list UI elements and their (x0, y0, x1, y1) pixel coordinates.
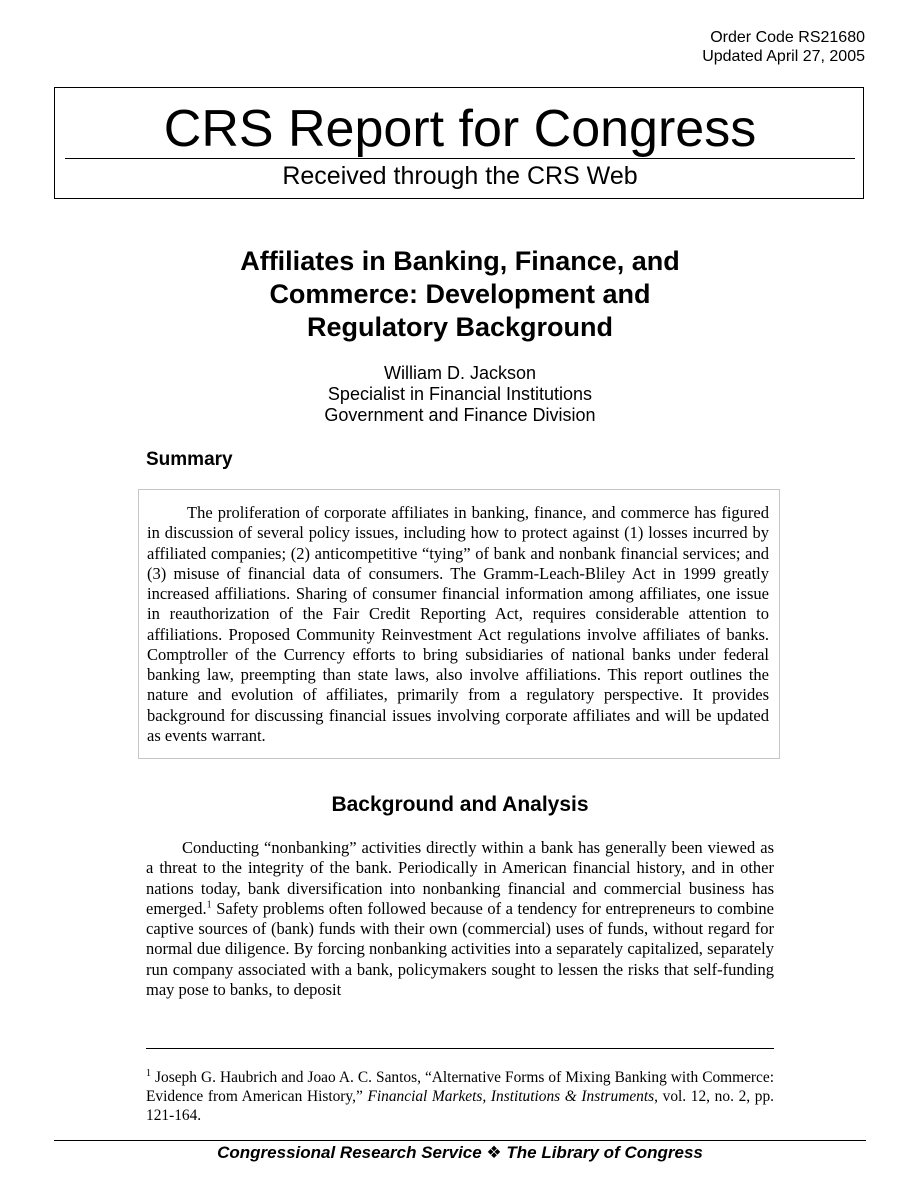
body-paragraph (146, 838, 774, 1000)
summary-text: The proliferation of corporate affiliates in banking, finance, and commerce has figured in discussion of several policy issues, including how to protect against (1) losses incurred by affiliated companies; (2) anticompetitive “tying” of bank and nonbank financial services; and (3) misuse of financial data of consumers. The Gramm-Leach-Bliley Act in 1999 greatly increased affiliations. Sharing of consumer financial information among affiliates, one issue in reauthorization of the Fair Credit Reporting Act, requires considerable attention to affiliations. Proposed Community Reinvestment Act regulations involve affiliates of banks. Comptroller of the Currency efforts to bring subsidiaries of national banks under federal banking law, preempting than state laws, also involve affiliations. This report outlines the nature and evolution of affiliates, primarily from a regulatory perspective. It provides background for discussing financial issues involving corporate affiliates and will be updated as events warrant. (147, 503, 769, 745)
order-code-block (702, 28, 865, 66)
masthead-title: CRS Report for Congress (163, 100, 757, 158)
body-text-part: Conducting “nonbanking” activities directly within a bank has generally been viewed as a threat to the integrity of the bank. Periodically in American financial history, and in other nations today, bank diversification into nonbanking financial and commercial business has emerged. (146, 838, 774, 918)
summary-heading: Summary (146, 449, 233, 470)
footnote-number: 1 (146, 1067, 151, 1079)
footnote (146, 1068, 774, 1125)
footnote-text-part: Joseph G. Haubrich and Joao A. C. Santos, “Alternative Forms of Mixing Banking with Commerce: Evidence from American History,” (146, 1069, 774, 1105)
author-division: Government and Finance Division (324, 405, 596, 425)
report-title-line: Affiliates in Banking, Finance, and (240, 246, 680, 276)
order-code: Order Code RS21680 (710, 29, 865, 46)
footer-divider (54, 1140, 866, 1141)
updated-date: Updated April 27, 2005 (702, 48, 865, 65)
footnote-reference[interactable]: 1 (206, 899, 212, 911)
masthead-divider (65, 158, 855, 159)
masthead-subtitle: Received through the CRS Web (282, 162, 638, 190)
report-title-line: Commerce: Development and (269, 279, 651, 309)
author-position: Specialist in Financial Institutions (327, 384, 593, 404)
section-heading: Background and Analysis (331, 793, 589, 816)
author-block (0, 363, 920, 426)
report-title-line: Regulatory Background (306, 312, 614, 342)
footer-text: Congressional Research Service ❖ The Library of Congress (217, 1143, 703, 1162)
footnote-text-part: , vol. 12, no. 2, pp. 121-164. (146, 1088, 775, 1124)
body-text-part: Safety problems often followed because of a tendency for entrepreneurs to combine captive sources of (bank) funds with their own (commercial) uses of funds, without regard for normal due diligence. By forcing nonbanking activities into a separately capitalized, separately run company associated with a bank, policymakers sought to lessen the risks that self-funding may pose to banks, to deposit (146, 898, 774, 1000)
author-name: William D. Jackson (383, 363, 537, 383)
footnote-journal: Financial Markets, Institutions & Instruments (367, 1088, 655, 1105)
footnote-divider (146, 1048, 774, 1049)
report-title (0, 245, 920, 344)
